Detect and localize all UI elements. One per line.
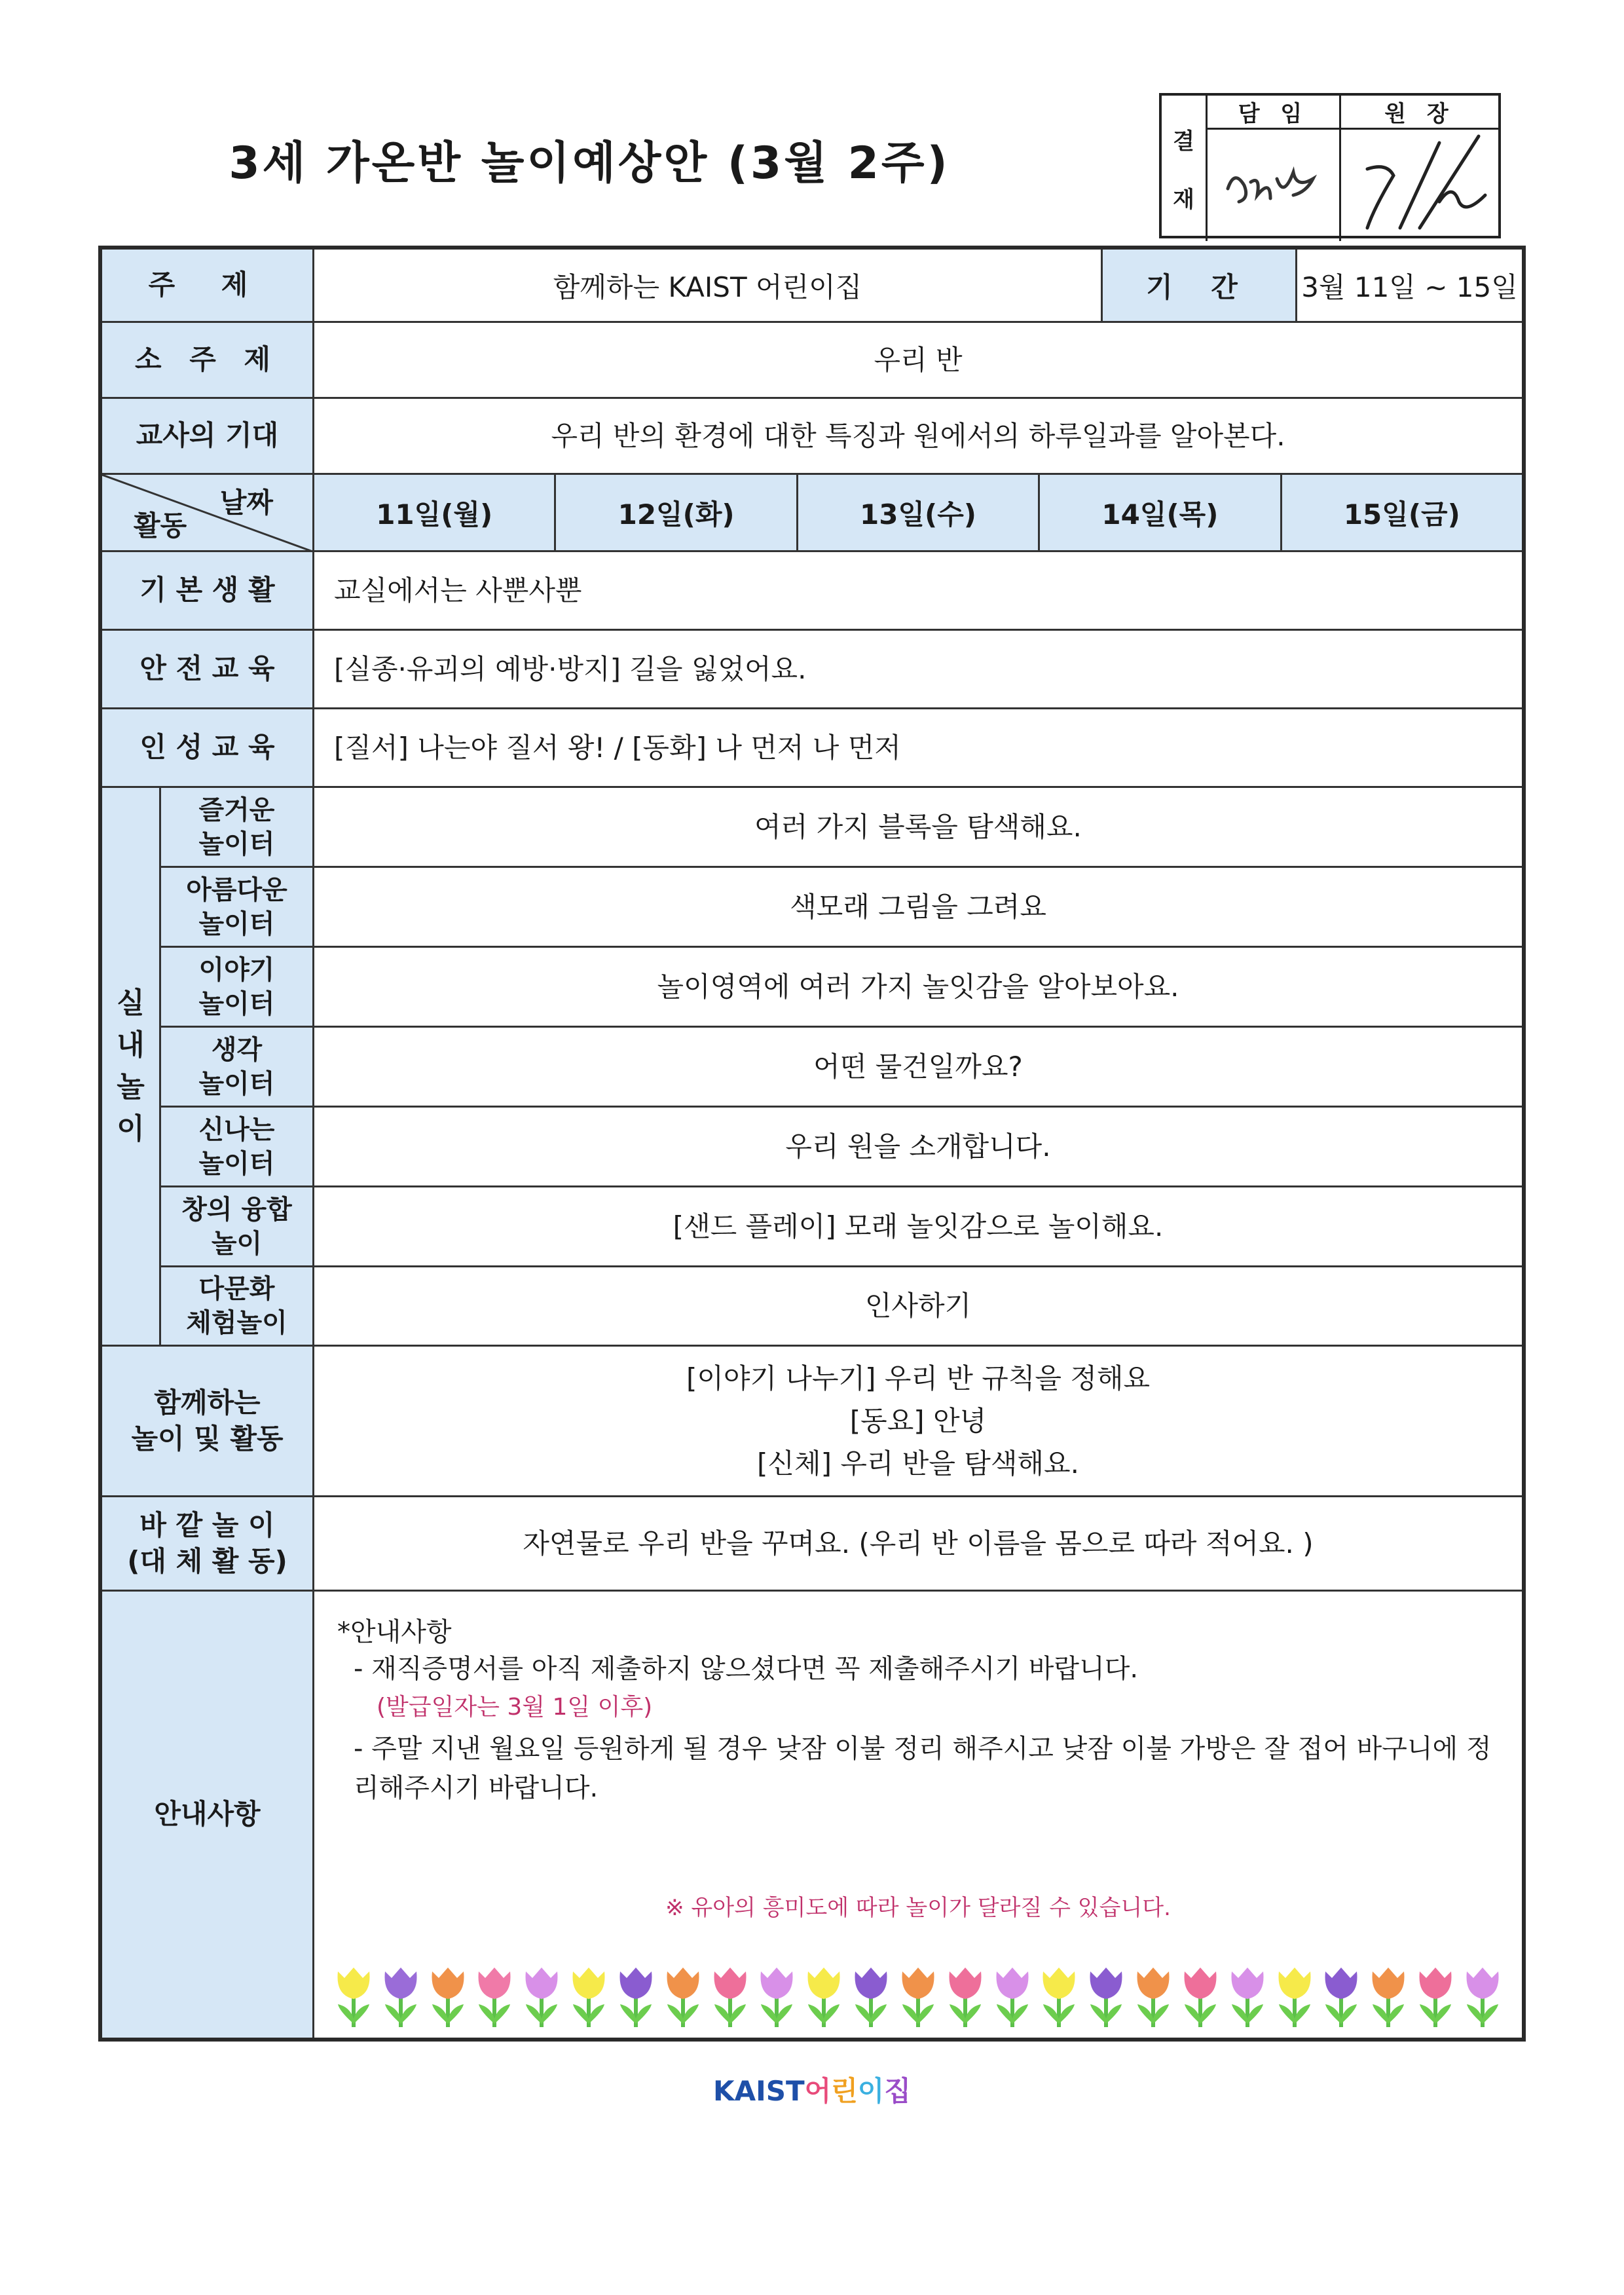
date-activity-corner — [102, 475, 314, 550]
subtheme-row — [102, 323, 1522, 399]
tulip-icon — [991, 1958, 1033, 2030]
subtheme-value: 우리 반 — [874, 343, 963, 376]
page-title: 3세 가온반 놀이예상안 (3월 2주) — [229, 138, 950, 189]
together-value — [314, 1347, 1522, 1495]
indoor-item-value: 놀이영역에 여러 가지 놀잇감을 알아보아요. — [657, 970, 1179, 1003]
notice-title: *안내사항 — [337, 1617, 452, 1647]
teacher-signature-icon — [1215, 149, 1333, 221]
tulip-icon — [662, 1958, 704, 2030]
indoor-item-label: 이야기 놀이터 — [161, 948, 314, 1026]
indoor-item-row — [161, 1108, 1522, 1187]
indoor-item-value: 우리 원을 소개합니다. — [785, 1130, 1051, 1163]
tulip-icon — [1179, 1958, 1221, 2030]
tulip-icon — [568, 1958, 610, 2030]
tulip-icon — [1132, 1958, 1174, 2030]
indoor-item-row — [161, 868, 1522, 948]
tulip-icon — [1274, 1958, 1316, 2030]
indoor-item-label: 즐거운 놀이터 — [161, 788, 314, 866]
date-row — [102, 475, 1522, 552]
theme-label: 주 제 — [102, 250, 314, 321]
indoor-item-row — [161, 788, 1522, 868]
basic-life-label: 기 본 생 활 — [102, 552, 314, 629]
tulip-icon — [1462, 1958, 1504, 2030]
indoor-item-label: 아름다운 놀이터 — [161, 868, 314, 946]
tulip-icon — [756, 1958, 798, 2030]
approval-box — [1159, 93, 1501, 238]
character-value: [질서] 나는야 질서 왕! / [동화] 나 먼저 나 먼저 — [334, 731, 901, 764]
expectation-label: 교사의 기대 — [102, 399, 314, 473]
together-row — [102, 1347, 1522, 1497]
approval-header-teacher: 담 임 — [1208, 96, 1341, 130]
notice-row — [102, 1592, 1522, 2038]
tulip-icon — [1227, 1958, 1268, 2030]
plan-table — [98, 246, 1526, 2042]
approval-header-director: 원 장 — [1341, 96, 1498, 130]
day-header: 15일(금) — [1282, 475, 1522, 550]
corner-activity-label: 활동 — [134, 510, 187, 542]
indoor-item-label: 창의 융합 놀이 — [161, 1187, 314, 1265]
indoor-item-row — [161, 1267, 1522, 1347]
notice-content — [314, 1592, 1522, 2038]
notice-line-1-note: (발급일자는 3월 1일 이후) — [377, 1694, 653, 1721]
indoor-item-value: [샌드 플레이] 모래 놀잇감으로 놀이해요. — [673, 1210, 1164, 1242]
tulip-icon — [944, 1958, 986, 2030]
tulip-icon — [850, 1958, 892, 2030]
outdoor-value: 자연물로 우리 반을 꾸며요. (우리 반 이름을 몸으로 따라 적어요. ) — [523, 1527, 1314, 1559]
tulip-icon — [897, 1958, 939, 2030]
outdoor-row — [102, 1497, 1522, 1592]
indoor-item-value: 인사하기 — [864, 1290, 972, 1322]
kaist-logo: KAIST어린이집 — [713, 2075, 911, 2107]
day-header: 13일(수) — [798, 475, 1040, 550]
tulip-icon — [1414, 1958, 1456, 2030]
tulip-icon — [380, 1958, 422, 2030]
tulip-icon — [1367, 1958, 1409, 2030]
flower-border — [333, 1958, 1504, 2050]
notice-warning: ※ 유아의 흥미도에 따라 놀이가 달라질 수 있습니다. — [665, 1895, 1171, 1921]
expectation-row — [102, 399, 1522, 475]
period-label: 기 간 — [1101, 250, 1297, 321]
outdoor-label: 바 깥 놀 이 (대 체 활 동) — [102, 1497, 314, 1590]
together-line: [신체] 우리 반을 탐색해요. — [757, 1447, 1079, 1480]
basic-life-row — [102, 552, 1522, 631]
day-headers — [314, 475, 1522, 550]
day-header: 12일(화) — [556, 475, 798, 550]
tulip-icon — [1320, 1958, 1362, 2030]
teacher-signature — [1208, 130, 1341, 241]
tulip-icon — [709, 1958, 751, 2030]
tulip-icon — [615, 1958, 657, 2030]
indoor-play-label: 실 내 놀 이 — [102, 788, 161, 1347]
day-header: 14일(목) — [1040, 475, 1282, 550]
approval-side-label: 결 재 — [1162, 96, 1208, 241]
indoor-item-value: 여러 가지 블록을 탐색해요. — [754, 810, 1082, 843]
tulip-icon — [427, 1958, 469, 2030]
safety-value: [실종·유괴의 예방·방지] 길을 잃었어요. — [334, 652, 807, 685]
basic-life-value: 교실에서는 사뿐사뿐 — [334, 574, 582, 606]
character-row — [102, 709, 1522, 788]
tulip-icon — [333, 1958, 375, 2030]
character-label: 인 성 교 육 — [102, 709, 314, 786]
day-header: 11일(월) — [314, 475, 556, 550]
indoor-item-label: 신나는 놀이터 — [161, 1108, 314, 1185]
tulip-icon — [803, 1958, 845, 2030]
tulip-icon — [521, 1958, 563, 2030]
notice-line-2: - 주말 지낸 월요일 등원하게 될 경우 낮잠 이불 정리 해주시고 낮잠 이불 가방은 잘 접어 바구니에 정리해주시기 바랍니다. — [354, 1734, 1492, 1803]
indoor-item-label: 생각 놀이터 — [161, 1028, 314, 1106]
tulip-icon — [1038, 1958, 1080, 2030]
together-line: [이야기 나누기] 우리 반 규칙을 정해요 — [686, 1362, 1151, 1394]
indoor-item-row — [161, 948, 1522, 1028]
safety-row — [102, 631, 1522, 709]
indoor-item-value: 어떤 물건일까요? — [813, 1050, 1023, 1083]
together-line: [동요] 안녕 — [849, 1404, 987, 1437]
corner-date-label: 날짜 — [219, 487, 273, 519]
notice-label: 안내사항 — [102, 1592, 314, 2038]
indoor-item-row — [161, 1187, 1522, 1267]
subtheme-label: 소 주 제 — [102, 323, 314, 397]
notice-line-1: - 재직증명서를 아직 제출하지 않으셨다면 꼭 제출해주시기 바랍니다. — [354, 1654, 1139, 1684]
theme-value: 함께하는 KAIST 어린이집 — [553, 271, 862, 303]
indoor-item-row — [161, 1028, 1522, 1108]
tulip-icon — [1085, 1958, 1127, 2030]
safety-label: 안 전 교 육 — [102, 631, 314, 707]
together-label: 함께하는 놀이 및 활동 — [102, 1347, 314, 1495]
period-value: 3월 11일 ~ 15일 — [1301, 271, 1518, 303]
tulip-icon — [473, 1958, 515, 2030]
indoor-item-label: 다문화 체험놀이 — [161, 1267, 314, 1345]
indoor-item-value: 색모래 그림을 그려요 — [790, 890, 1046, 923]
expectation-value: 우리 반의 환경에 대한 특징과 원에서의 하루일과를 알아본다. — [551, 419, 1285, 452]
theme-row — [102, 250, 1522, 323]
director-signature-icon — [1341, 130, 1498, 241]
director-signature — [1341, 130, 1498, 241]
